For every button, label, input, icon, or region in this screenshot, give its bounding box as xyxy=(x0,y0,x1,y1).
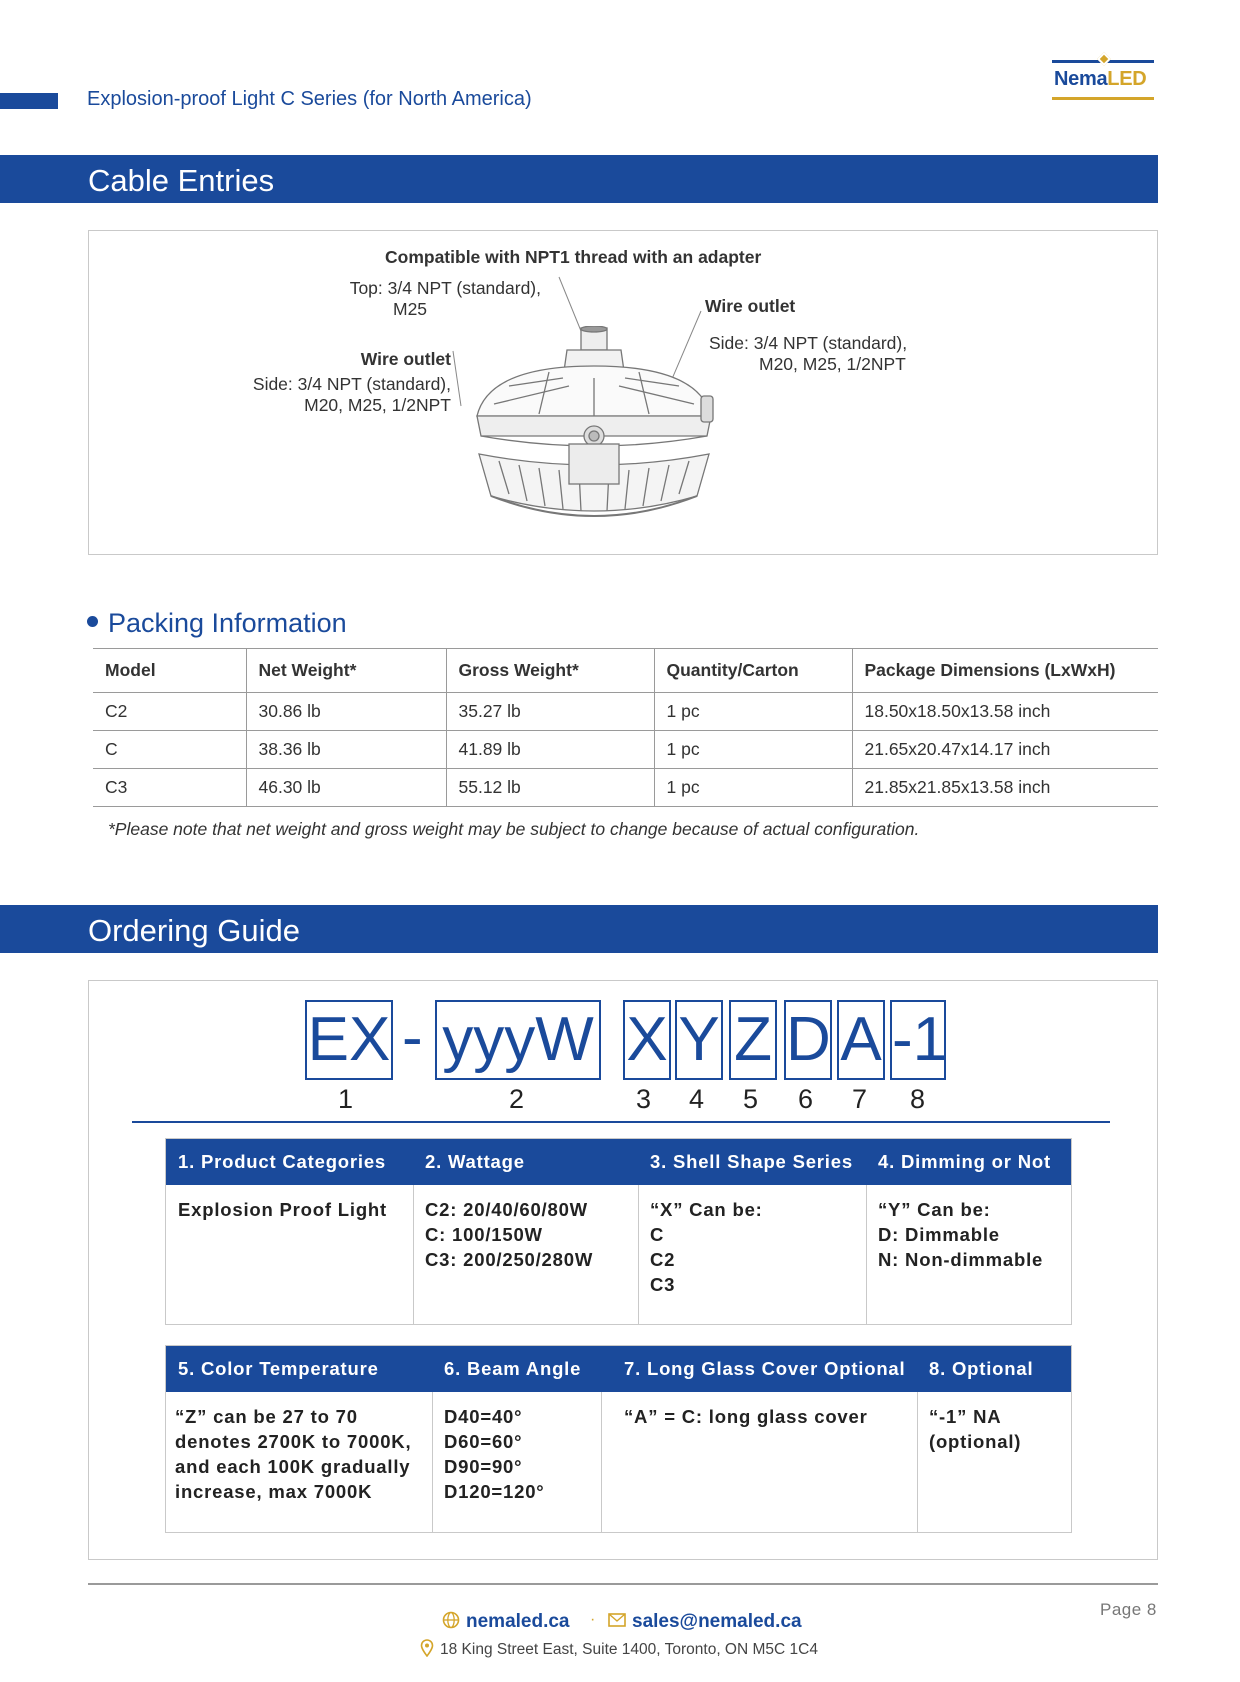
header-quantity: Quantity/Carton xyxy=(654,649,852,693)
cell-dimensions: 21.65x20.47x14.17 inch xyxy=(852,731,1158,769)
cell-beam-angle: D40=40° D60=60° D90=90° D120=120° xyxy=(444,1406,545,1502)
table-row xyxy=(93,769,1158,807)
footer-separator: · xyxy=(590,1611,596,1628)
explosion-proof-lamp-illustration xyxy=(449,326,789,536)
cell-model: C3 xyxy=(93,769,246,807)
ordering-guide-banner xyxy=(0,905,1158,953)
code-segment-x: X xyxy=(623,1000,671,1080)
header-wattage: 2. Wattage xyxy=(425,1151,525,1172)
cell-model: C xyxy=(93,731,246,769)
left-outlet-title: Wire outlet xyxy=(360,349,451,369)
cell-wattage: C2: 20/40/60/80W C: 100/150W C3: 200/250/280W xyxy=(425,1199,594,1270)
cell-dimensions: 18.50x18.50x13.58 inch xyxy=(852,693,1158,731)
right-outlet-line2: M20, M25, 1/2NPT xyxy=(759,354,906,374)
header-color-temperature: 5. Color Temperature xyxy=(178,1358,379,1379)
code-index-3: 3 xyxy=(636,1084,652,1114)
location-pin-icon xyxy=(420,1639,434,1657)
cell-long-glass-cover: “A” = C: long glass cover xyxy=(624,1406,868,1427)
header-beam-angle: 6. Beam Angle xyxy=(444,1358,582,1379)
left-outlet-line1: Side: 3/4 NPT (standard), xyxy=(252,374,451,394)
code-segment-a: A xyxy=(837,1000,885,1080)
packing-table xyxy=(93,648,1158,807)
cell-color-temperature: “Z” can be 27 to 70 denotes 2700K to 7000K, and each 100K gradually increase, max 7000K xyxy=(175,1406,412,1502)
header-optional: 8. Optional xyxy=(929,1358,1034,1379)
cell-product-categories: Explosion Proof Light xyxy=(178,1199,387,1220)
top-entry-line2: M25 xyxy=(393,299,428,319)
packing-info-title: Packing Information xyxy=(108,608,347,638)
cell-dimensions: 21.85x21.85x13.58 inch xyxy=(852,769,1158,807)
cell-shell-shape: “X” Can be: C C2 C3 xyxy=(650,1199,763,1295)
bullet-icon xyxy=(87,616,98,627)
table-row xyxy=(93,731,1158,769)
code-index-4: 4 xyxy=(689,1084,705,1114)
code-segment-d: D xyxy=(784,1000,832,1080)
cell-quantity: 1 pc xyxy=(654,693,852,731)
code-index-5: 5 xyxy=(743,1084,759,1114)
cell-net-weight: 38.36 lb xyxy=(246,731,446,769)
header-product-categories: 1. Product Categories xyxy=(178,1151,387,1172)
ordering-table-2 xyxy=(165,1345,1072,1533)
logo-bottom-rule xyxy=(1052,97,1154,100)
ordering-table-1 xyxy=(165,1138,1072,1325)
ordering-guide-title: Ordering Guide xyxy=(88,913,300,948)
header-long-glass-cover: 7. Long Glass Cover Optional xyxy=(624,1358,906,1379)
left-outlet-line2: M20, M25, 1/2NPT xyxy=(304,395,451,415)
logo-text-main: Nema xyxy=(1054,68,1108,90)
header-gross-weight: Gross Weight* xyxy=(446,649,654,693)
top-entry-line1: Top: 3/4 NPT (standard), xyxy=(349,278,541,298)
footer-email[interactable] xyxy=(608,1611,802,1633)
code-underline xyxy=(132,1121,1110,1123)
code-index-2: 2 xyxy=(509,1084,525,1114)
header-net-weight: Net Weight* xyxy=(246,649,446,693)
globe-icon xyxy=(442,1611,460,1629)
mail-icon xyxy=(608,1613,626,1627)
cable-entries-banner xyxy=(0,155,1158,203)
code-segment-suffix: -1 xyxy=(890,1000,946,1080)
cable-entries-diagram xyxy=(88,230,1158,555)
header-shell-shape: 3. Shell Shape Series xyxy=(650,1151,853,1172)
cell-gross-weight: 55.12 lb xyxy=(446,769,654,807)
footer-rule xyxy=(88,1583,1158,1585)
cell-net-weight: 30.86 lb xyxy=(246,693,446,731)
cable-entries-title: Cable Entries xyxy=(88,163,275,198)
page-number: Page 8 xyxy=(1100,1600,1157,1619)
code-segment-y: Y xyxy=(675,1000,723,1080)
code-index-8: 8 xyxy=(910,1084,926,1114)
code-segment-yyyw: yyyW xyxy=(435,1000,601,1080)
email-link[interactable]: sales@nemaled.ca xyxy=(632,1611,802,1632)
nemaled-logo xyxy=(1052,52,1154,102)
cell-model: C2 xyxy=(93,693,246,731)
table-row xyxy=(93,693,1158,731)
footer-website[interactable] xyxy=(442,1611,570,1633)
code-segment-ex: EX xyxy=(305,1000,393,1080)
compat-note: Compatible with NPT1 thread with an adapter xyxy=(385,247,762,267)
website-link[interactable]: nemaled.ca xyxy=(466,1611,570,1632)
footer-address xyxy=(420,1641,818,1659)
header-model: Model xyxy=(93,649,246,693)
code-index-6: 6 xyxy=(798,1084,814,1114)
packing-header-row xyxy=(93,649,1158,693)
code-dash: - xyxy=(402,1003,423,1072)
cell-gross-weight: 35.27 lb xyxy=(446,693,654,731)
right-outlet-title: Wire outlet xyxy=(705,296,796,316)
cell-quantity: 1 pc xyxy=(654,769,852,807)
ordering-table-1-header xyxy=(166,1139,1071,1185)
header-dimensions: Package Dimensions (LxWxH) xyxy=(852,649,1158,693)
packing-info-heading xyxy=(87,608,347,639)
address-text: 18 King Street East, Suite 1400, Toronto, ON M5C 1C4 xyxy=(440,1641,818,1659)
header-accent-bar xyxy=(0,93,58,109)
cell-dimming: “Y” Can be: D: Dimmable N: Non-dimmable xyxy=(878,1199,1044,1270)
cell-quantity: 1 pc xyxy=(654,731,852,769)
packing-note: *Please note that net weight and gross weight may be subject to change because of actual configuration. xyxy=(108,819,920,839)
logo-text-accent: LED xyxy=(1107,68,1147,90)
cell-optional: “-1” NA (optional) xyxy=(929,1406,1022,1452)
ordering-table-2-header xyxy=(166,1346,1071,1392)
header-dimming: 4. Dimming or Not xyxy=(878,1151,1051,1172)
cell-gross-weight: 41.89 lb xyxy=(446,731,654,769)
right-outlet-line1: Side: 3/4 NPT (standard), xyxy=(709,333,908,353)
code-segment-z: Z xyxy=(729,1000,777,1080)
cell-net-weight: 46.30 lb xyxy=(246,769,446,807)
code-index-7: 7 xyxy=(852,1084,868,1114)
logo-star-icon xyxy=(1097,52,1111,66)
document-title: Explosion-proof Light C Series (for North America) xyxy=(87,88,532,110)
code-index-1: 1 xyxy=(338,1084,354,1114)
